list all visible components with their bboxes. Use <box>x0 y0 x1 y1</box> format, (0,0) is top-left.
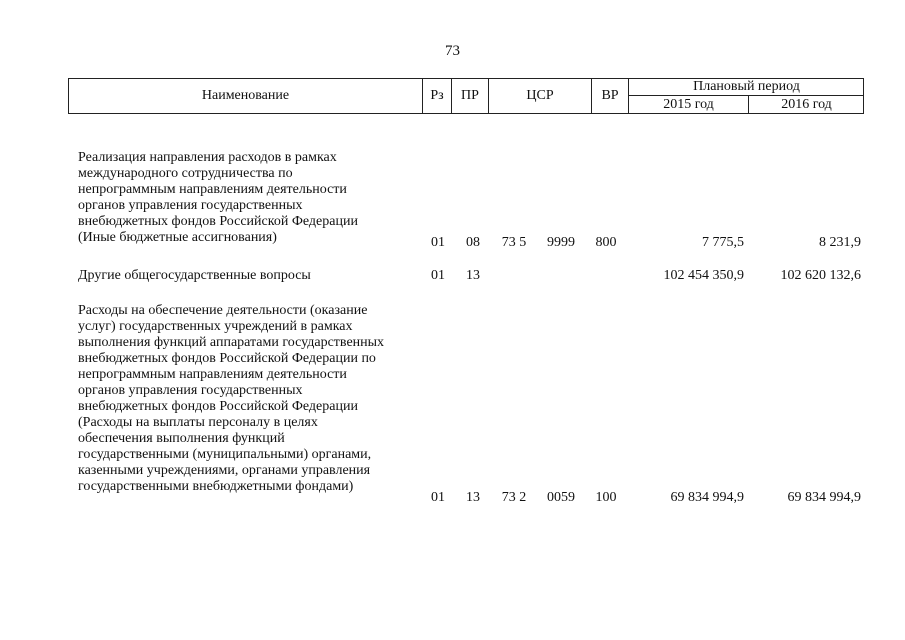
header-planned-label: Плановый период <box>629 79 864 96</box>
header-planned-period <box>628 79 864 113</box>
row-csr-code: 0059 <box>547 490 575 505</box>
row-vr: 100 <box>595 490 617 505</box>
header-pr: ПР <box>451 79 488 113</box>
row-rz: 01 <box>431 490 445 505</box>
page-number: 73 <box>445 43 460 59</box>
row-2015-value: 7 775,5 <box>702 235 744 250</box>
row-pr: 13 <box>466 490 480 505</box>
row-name: Реализация направления расходов в рамках международного сотрудничества по непрограммным направлениям деятельности органов управления государственных внебюджетных фондов Российской Федерации (Иные бюджетные ассигнования) <box>78 150 358 245</box>
row-rz: 01 <box>431 235 445 250</box>
row-2015-value: 102 454 350,9 <box>663 268 744 283</box>
header-csr: ЦСР <box>488 79 591 113</box>
header-rz: Рз <box>422 79 451 113</box>
row-pr: 08 <box>466 235 480 250</box>
row-2016-value: 8 231,9 <box>819 235 861 250</box>
header-vr: ВР <box>591 79 628 113</box>
header-2015: 2015 год <box>663 96 714 112</box>
row-vr: 800 <box>595 235 617 250</box>
row-csr-prefix: 73 5 <box>501 235 527 250</box>
row-name: Расходы на обеспечение деятельности (оказание услуг) государственных учреждений в рамках выполнения функций аппаратами государственных внебюджетных фондов Российской Федерации по непрограммным направлениям деятельности органов управления государственных внебюджетных фондов Российской Федерации (Расходы на выплаты персоналу в целях обеспечения выполнения функций государственными (муниципальными) органами, казенными учреждениями, органами управления государственными внебюджетными фондами) <box>78 303 385 494</box>
row-csr-code: 9999 <box>547 235 575 250</box>
row-rz: 01 <box>431 268 445 283</box>
row-pr: 13 <box>466 268 480 283</box>
row-2016-value: 102 620 132,6 <box>780 268 861 283</box>
header-name: Наименование <box>68 79 422 113</box>
row-2016-value: 69 834 994,9 <box>787 490 861 505</box>
table-header <box>68 78 864 114</box>
row-csr-prefix: 73 2 <box>501 490 527 505</box>
row-2015-value: 69 834 994,9 <box>670 490 744 505</box>
header-2016: 2016 год <box>748 96 864 113</box>
row-name: Другие общегосударственные вопросы <box>78 268 311 283</box>
